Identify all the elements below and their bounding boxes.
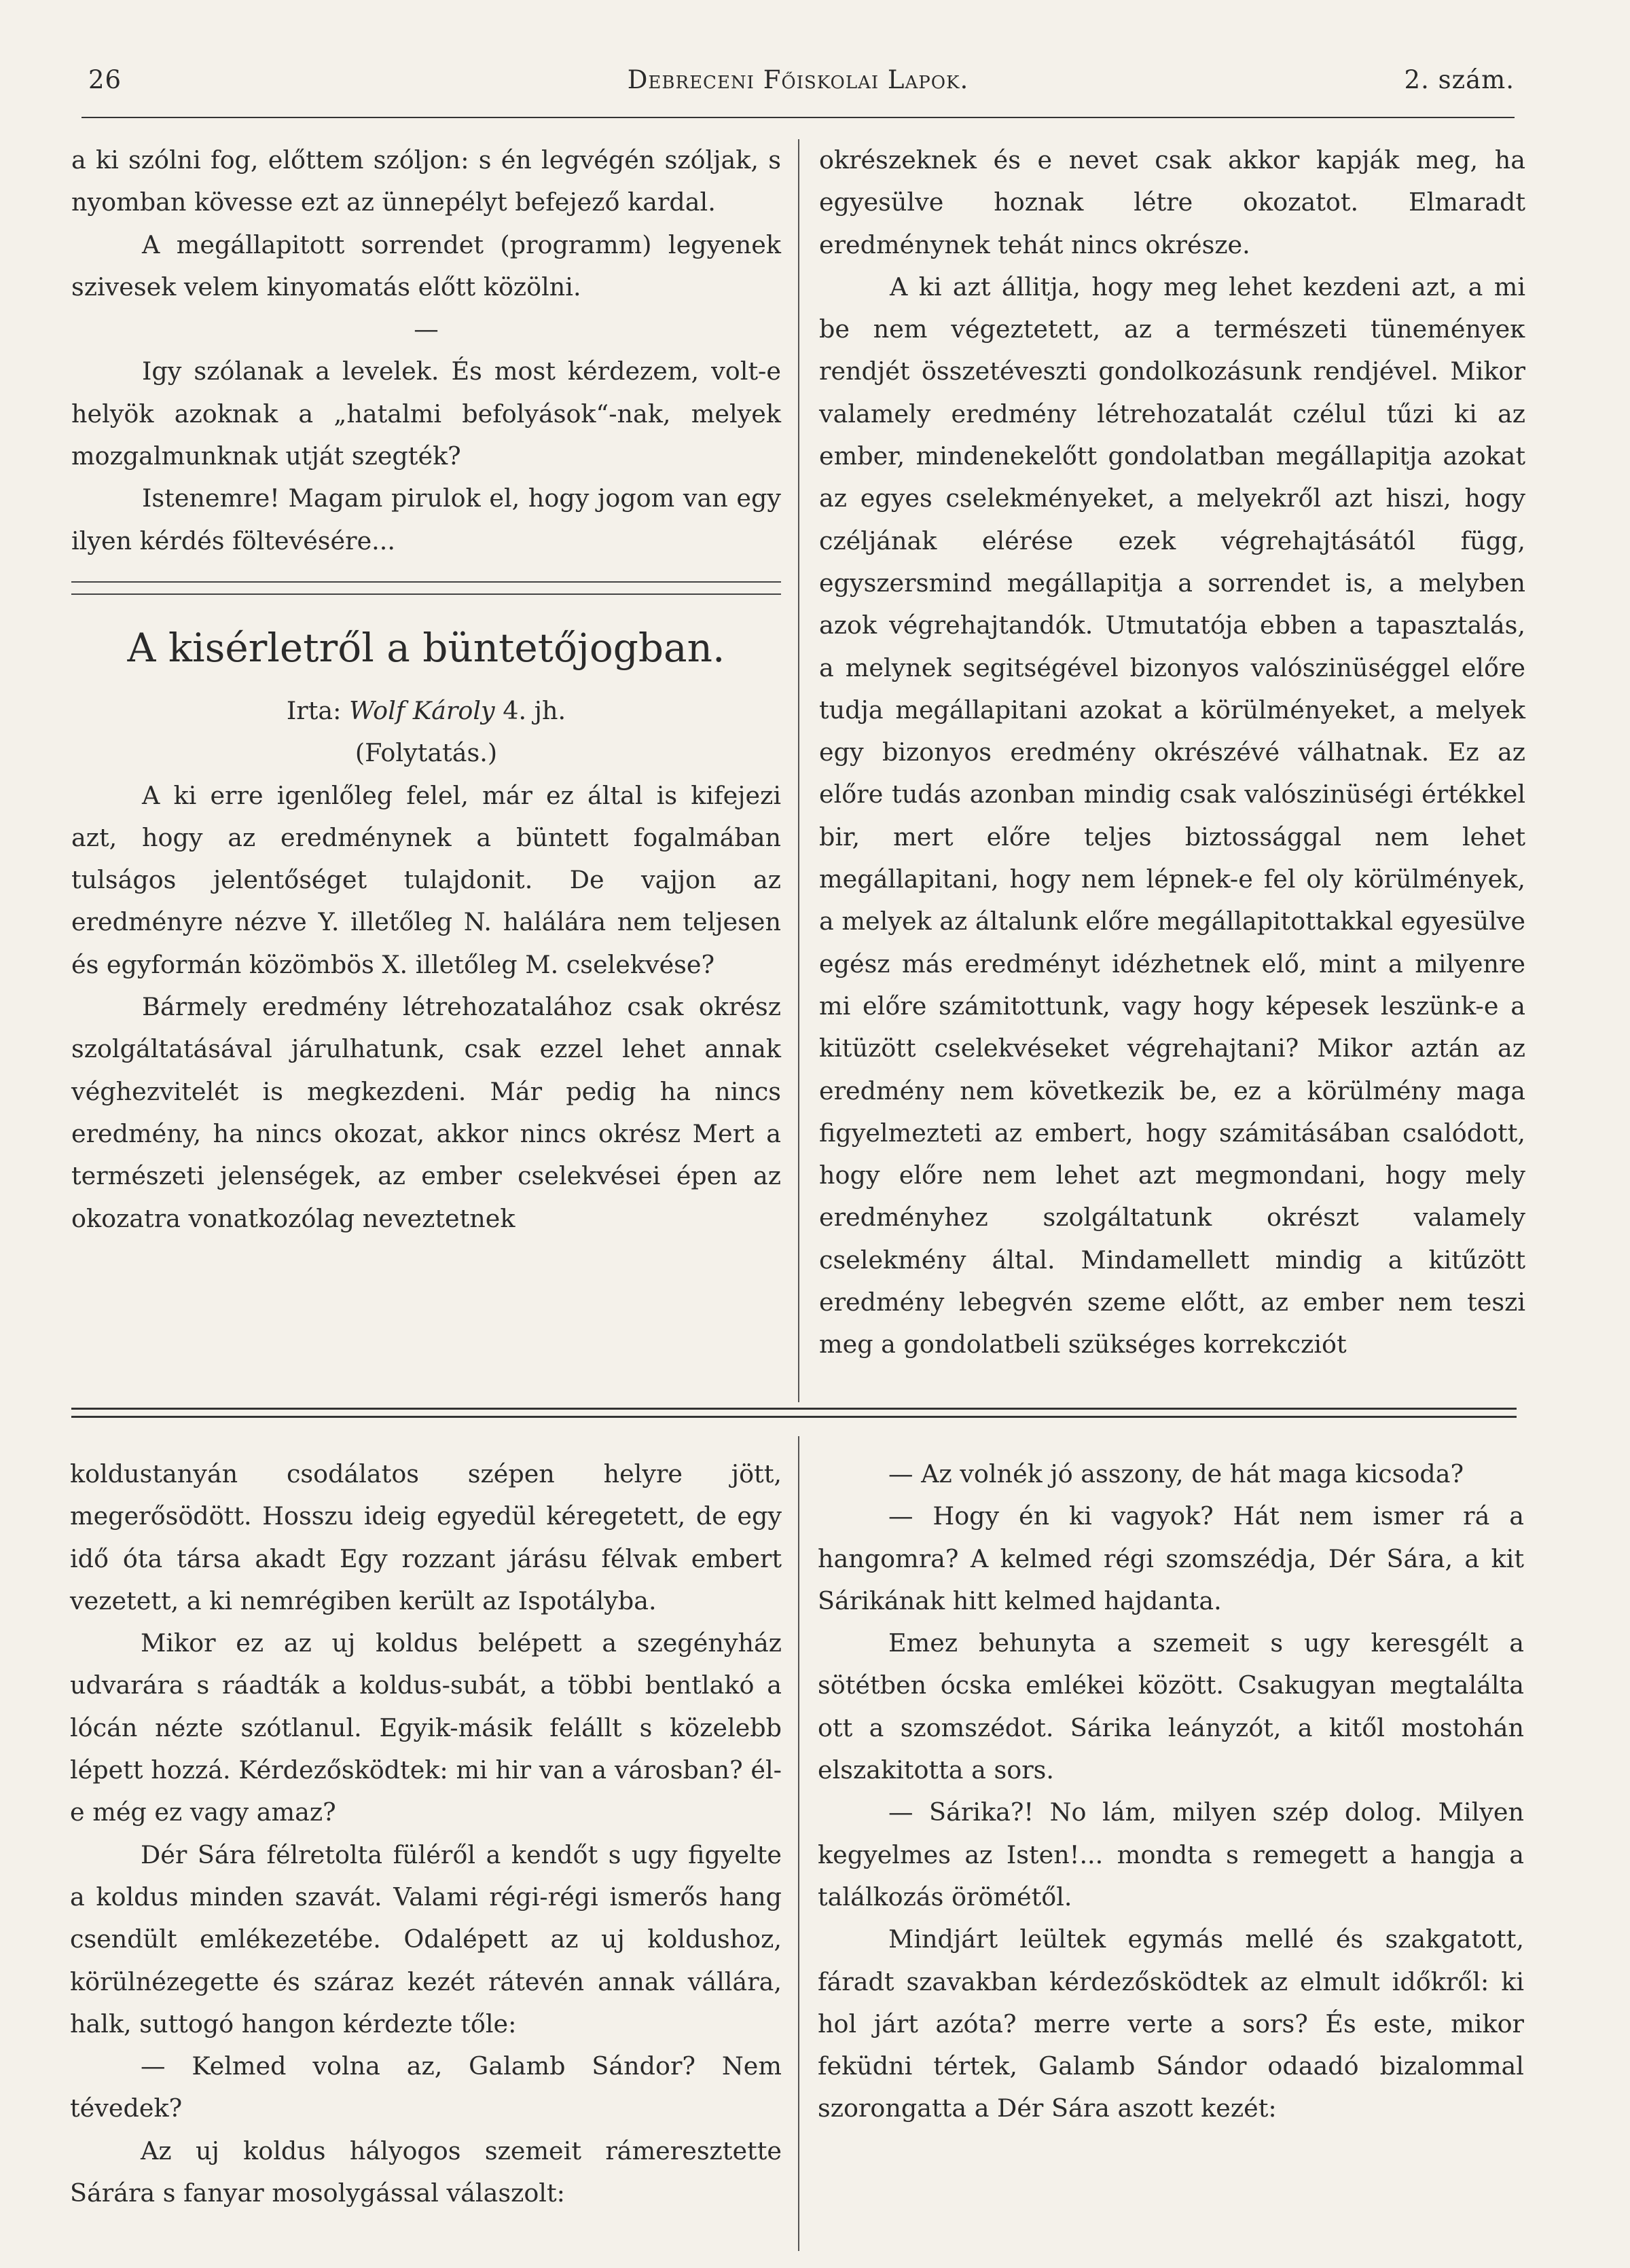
paragraph: — Hogy én ki vagyok? Hát nem ismer rá a hangomra? A kelmed régi szomszédja, Dér Sára, a kit Sárikának hitt kelmed hajdanta. bbox=[818, 1501, 1524, 1615]
journal-title: Debreceni Főiskolai Lapok. bbox=[627, 65, 969, 94]
paragraph: — Az volnék jó asszony, de hát maga kicsoda? bbox=[888, 1459, 1464, 1488]
paragraph: okrészeknek és e nevet csak akkor kapják meg, ha egyesülve hoznak létre okozatot. Elmaradt eredménynek tehát nincs okrésze. bbox=[819, 145, 1525, 259]
paragraph: — Kelmed volna az, Galamb Sándor? Nem tévedek? bbox=[70, 2051, 782, 2123]
paragraph: A ki erre igenlőleg felel, már ez által is kifejezi azt, hogy az eredménynek a büntett fogalmában tulságos jelentőséget tulajdonit. De vajjon az eredményre nézve Y. illetőleg N. halálára nem teljesen és egyformán közömbös X. illetőleg M. cselekvése? bbox=[71, 780, 781, 979]
column-divider-bottom bbox=[798, 1436, 799, 2251]
column-bottom-left bbox=[70, 1453, 782, 2214]
continued-note: (Folytatás.) bbox=[355, 738, 498, 768]
page-header bbox=[82, 65, 1515, 106]
article-title: A kisérletről a büntetőjogban. bbox=[127, 624, 725, 671]
paragraph: Emez behunyta a szemeit s ugy keresgélt a sötétben ócska emlékei között. Csakugyan megtalálta ott a szomszédot. Sárika leányzót, a kitől mostohán elszakitotta a sors. bbox=[818, 1628, 1524, 1785]
column-top-right bbox=[819, 139, 1525, 1366]
paragraph: Igy szólanak a levelek. És most kérdezem, volt-e helyök azoknak a „hatalmi befolyások“-nak, melyek mozgalmunknak utját szegték? bbox=[71, 356, 781, 471]
column-divider-top bbox=[798, 139, 799, 1402]
letter-ending-2: A megállapitott sorrendet (programm) legyenek szivesek velem kinyomatás előtt közölni. bbox=[71, 230, 781, 301]
paragraph: Mikor ez az uj koldus belépett a szegényház udvarára s ráadták a koldus-subát, a többi bentlakó a lócán nézte szótlanul. Egyik-másik felállt s közelebb lépett hozzá. Kérdezősködtek: mi hir van a városban? él-e még ez vagy amaz? bbox=[70, 1628, 782, 1827]
paragraph: Az uj koldus hályogos szemeit rámeresztette Sárára s fanyar mosolygással válaszolt: bbox=[70, 2136, 782, 2208]
byline-prefix: Irta: bbox=[286, 695, 342, 725]
paragraph: Istenemre! Magam pirulok el, hogy jogom van egy ilyen kérdés föltevésére... bbox=[71, 483, 781, 555]
header-rule bbox=[82, 117, 1515, 118]
paragraph: Bármely eredmény létrehozatalához csak okrész szolgáltatásával járulhatunk, csak ezzel lehet annak véghezvitelét is megkezdeni. Már pedig ha nincs eredmény, ha nincs okozat, akkor nincs okrész Mert a természeti jelenségek, az ember cselekvései épen az okozatra vonatkozólag neveztetnek bbox=[71, 992, 781, 1233]
separator-dash: — bbox=[414, 314, 439, 344]
paragraph: koldustanyán csodálatos szépen helyre jött, megerősödött. Hosszu ideig egyedül kéregetett, de egy idő óta társa akadt Egy rozzant járásu félvak embert vezetett, a ki nemrégiben került az Ispotályba. bbox=[70, 1459, 782, 1615]
issue-number: 2. szám. bbox=[1404, 65, 1515, 94]
column-top-left bbox=[71, 139, 781, 1240]
author-name: Wolf Károly bbox=[349, 695, 495, 725]
author-class: 4. jh. bbox=[503, 695, 566, 725]
section-rule-lower bbox=[71, 1416, 1517, 1418]
byline bbox=[71, 690, 781, 732]
letter-ending-1: a ki szólni fog, előttem szóljon: s én legvégén szóljak, s nyomban kövesse ezt az ünnepélyt befejező kardal. bbox=[71, 145, 781, 217]
paragraph: A ki azt állitja, hogy meg lehet kezdeni azt, a mi be nem végeztetett, az a természeti tüneményeк rendjét összetéveszti gondolkozásunk rendjével. Mikor valamely eredmény létrehozatalát czélul tűzi ki az ember, mindenekelőtt gondolatban megállapitja azokat az egyes cselekményeket, a melyekről azt hiszi, hogy czéljának elérése ezek végrehajtásától függ, egyszersmind megállapitja a sorrendet is, a melyben azok végrehajtandók. Utmutatója ebben a tapasztalás, a melynek segitségével bizonyos valószinüséggel előre tudja megállapitani azokat a körülményeket, a melyek egy bizonyos eredmény okrészévé válhatnak. Ez az előre tudás azonban mindig csak valószinüségi értékkel bir, mert előre teljes biztossággal nem lehet megállapitani, hogy nem lépnek-e fel oly körülmények, a melyek az általunk előre megállapitottakkal egyesülve egész más eredményt idézhetnek elő, mint a milyenre mi előre számitottunk, vagy hogy képesek leszünk-e a kitüzött cselekvéseket végrehajtani? Mikor aztán az eredmény nem következik be, ez a körülmény maga figyelmezteti az embert, hogy számitásában csalódott, hogy előre nem lehet azt megmondani, hogy mely eredményhez szolgáltatunk okrészt valamely cselekmény által. Mindamellett mindig a kitűzött eredmény lebegvén szeme előtt, az ember nem teszi meg a gondolatbeli szükséges korrekcziót bbox=[819, 272, 1525, 1359]
section-rule-upper bbox=[71, 1408, 1517, 1410]
paragraph: — Sárika?! No lám, milyen szép dolog. Milyen kegyelmes az Isten!... mondta s remegett a hangja a találkozás örömétől. bbox=[818, 1797, 1524, 1912]
paragraph: Mindjárt leültek egymás mellé és szakgatott, fáradt szavakban kérdezősködtek az elmult időkről: ki hol járt azóta? merre verte a sors? És este, mikor feküdni tértek, Galamb Sándor odaadó bizalommal szorongatta a Dér Sára aszott kezét: bbox=[818, 1924, 1524, 2123]
paragraph: Dér Sára félretolta füléről a kendőt s ugy figyelte a koldus minden szavát. Valami régi-régi ismerős hang csendült emlékezetébe. Odalépett az uj koldushoz, körülnézegette és száraz kezét rátevén annak vállára, halk, suttogó hangon kérdezte tőle: bbox=[70, 1840, 782, 2038]
column-bottom-right bbox=[818, 1453, 1524, 2130]
double-rule bbox=[71, 581, 781, 595]
page-number: 26 bbox=[88, 65, 122, 94]
